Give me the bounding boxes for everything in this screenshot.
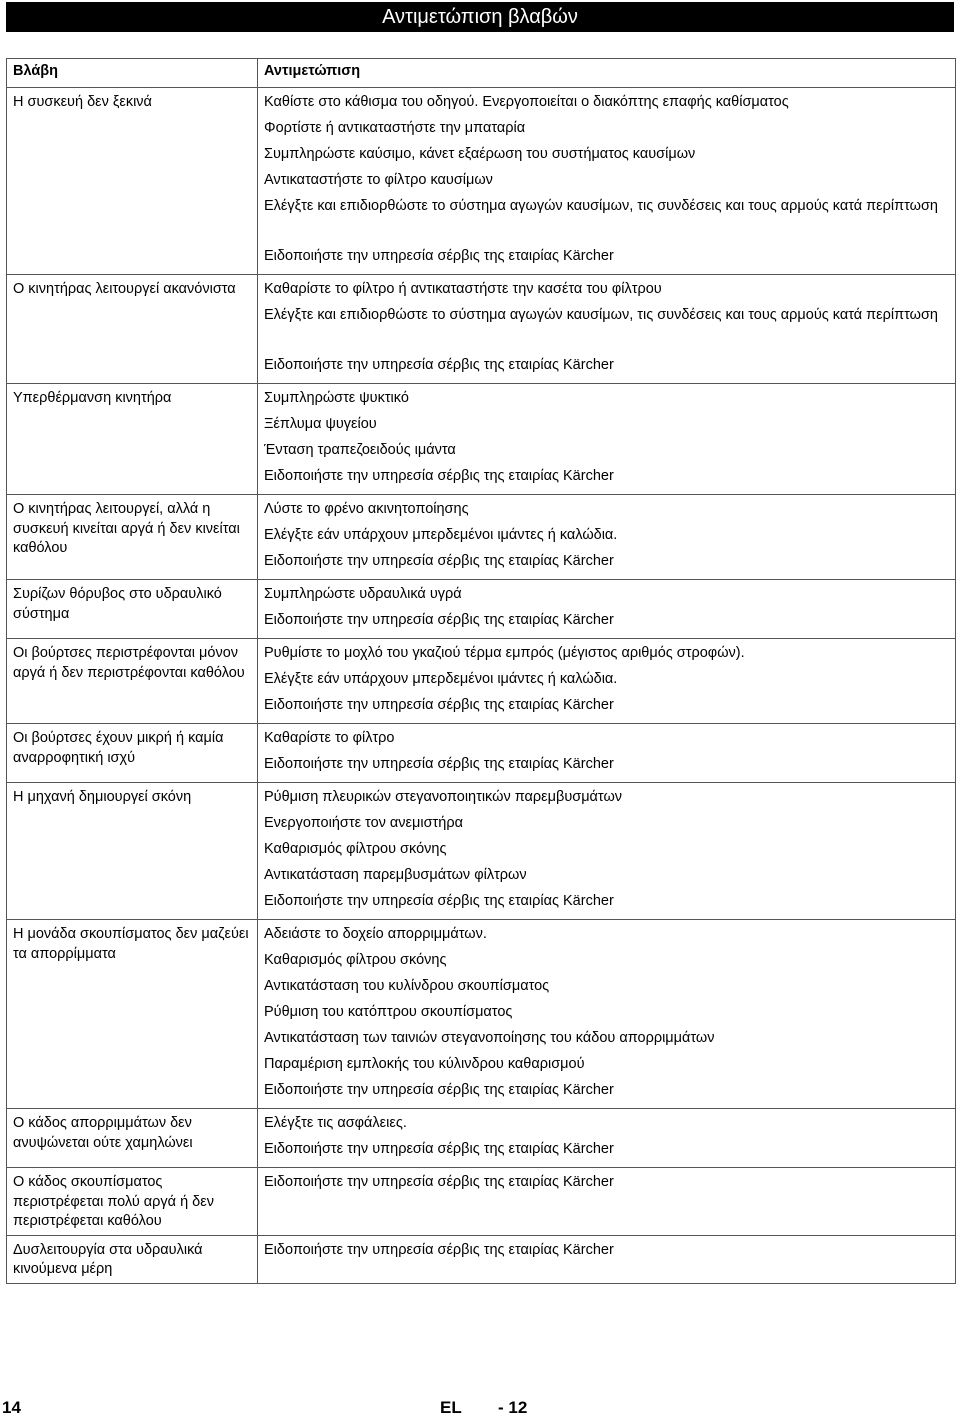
troubleshooting-table bbox=[6, 58, 956, 1284]
fault-cell bbox=[7, 783, 258, 920]
remedy-item: Ειδοποιήστε την υπηρεσία σέρβις της εταιρίας Kärcher bbox=[264, 1174, 614, 1190]
remedy-item: Ελέγξτε και επιδιορθώστε το σύστημα αγωγών καυσίμων, τις συνδέσεις και τους αρμούς κατά περίπτωση bbox=[264, 307, 938, 323]
footer-language: EL bbox=[440, 1398, 462, 1417]
fault-text: Η συσκευή δεν ξεκινά bbox=[13, 94, 152, 110]
fault-text: Ο κινητήρας λειτουργεί, αλλά η συσκευή κινείται αργά ή δεν κινείται καθόλου bbox=[13, 501, 240, 556]
remedy-cell bbox=[258, 639, 956, 724]
table-row bbox=[7, 275, 956, 384]
remedy-item: Ένταση τραπεζοειδούς ιμάντα bbox=[264, 442, 456, 458]
header-remedy: Αντιμετώπιση bbox=[258, 59, 956, 88]
remedy-item: Αντικατάσταση των ταινιών στεγανοποίησης του κάδου απορριμμάτων bbox=[264, 1030, 715, 1046]
page-title: Αντιμετώπιση βλαβών bbox=[6, 2, 954, 32]
fault-cell bbox=[7, 920, 258, 1109]
fault-text: Υπερθέρμανση κινητήρα bbox=[13, 390, 172, 406]
remedy-item: Καθαρίστε το φίλτρο ή αντικαταστήστε την κασέτα του φίλτρου bbox=[264, 281, 662, 297]
table-row bbox=[7, 724, 956, 783]
fault-text: Συρίζων θόρυβος στο υδραυλικό σύστημα bbox=[13, 586, 222, 622]
footer-section-page: - 12 bbox=[498, 1398, 528, 1417]
remedy-cell bbox=[258, 384, 956, 495]
remedy-item: Ρύθμιση πλευρικών στεγανοποιητικών παρεμβυσμάτων bbox=[264, 789, 623, 805]
remedy-item: Ελέγξτε τις ασφάλειες. bbox=[264, 1115, 407, 1131]
footer-page-number: 14 bbox=[2, 1398, 21, 1417]
remedy-item: Συμπληρώστε καύσιμο, κάνετ εξαέρωση του συστήματος καυσίμων bbox=[264, 146, 696, 162]
fault-cell bbox=[7, 275, 258, 384]
remedy-cell bbox=[258, 1109, 956, 1168]
remedy-cell bbox=[258, 580, 956, 639]
table-row bbox=[7, 88, 956, 275]
fault-cell bbox=[7, 1168, 258, 1236]
remedy-cell bbox=[258, 88, 956, 275]
table-row bbox=[7, 580, 956, 639]
remedy-item: Αντικατάσταση του κυλίνδρου σκουπίσματος bbox=[264, 978, 550, 994]
fault-cell bbox=[7, 384, 258, 495]
remedy-item: Καθαρισμός φίλτρου σκόνης bbox=[264, 952, 447, 968]
fault-cell bbox=[7, 1109, 258, 1168]
remedy-item: Καθαρίστε το φίλτρο bbox=[264, 730, 395, 746]
table-row bbox=[7, 1235, 956, 1283]
remedy-item: Παραμέριση εμπλοκής του κύλινδρου καθαρισμού bbox=[264, 1056, 585, 1072]
remedy-cell bbox=[258, 724, 956, 783]
header-fault: Βλάβη bbox=[7, 59, 258, 88]
table-row bbox=[7, 783, 956, 920]
remedy-item: Ειδοποιήστε την υπηρεσία σέρβις της εταιρίας Kärcher bbox=[264, 612, 614, 628]
remedy-cell bbox=[258, 1168, 956, 1236]
remedy-item: Ρυθμίστε το μοχλό του γκαζιού τέρμα εμπρός (μέγιστος αριθμός στροφών). bbox=[264, 645, 745, 661]
remedy-item: Καθαρισμός φίλτρου σκόνης bbox=[264, 841, 447, 857]
remedy-item: Ειδοποιήστε την υπηρεσία σέρβις της εταιρίας Kärcher bbox=[264, 1082, 614, 1098]
fault-text: Ο κάδος απορριμμάτων δεν ανυψώνεται ούτε χαμηλώνει bbox=[13, 1115, 193, 1151]
remedy-cell bbox=[258, 783, 956, 920]
remedy-item: Ενεργοποιήστε τον ανεμιστήρα bbox=[264, 815, 463, 831]
fault-text: Η μονάδα σκουπίσματος δεν μαζεύει τα απορρίμματα bbox=[13, 926, 249, 962]
remedy-item: Συμπληρώστε ψυκτικό bbox=[264, 390, 409, 406]
remedy-item: Αντικατάσταση παρεμβυσμάτων φίλτρων bbox=[264, 867, 527, 883]
fault-cell bbox=[7, 1235, 258, 1283]
fault-text: Οι βούρτσες περιστρέφονται μόνον αργά ή δεν περιστρέφονται καθόλου bbox=[13, 645, 245, 681]
remedy-item: Ειδοποιήστε την υπηρεσία σέρβις της εταιρίας Kärcher bbox=[264, 248, 614, 264]
remedy-item: Ειδοποιήστε την υπηρεσία σέρβις της εταιρίας Kärcher bbox=[264, 1141, 614, 1157]
fault-text: Οι βούρτσες έχουν μικρή ή καμία αναρροφητική ισχύ bbox=[13, 730, 224, 766]
remedy-cell bbox=[258, 920, 956, 1109]
fault-text: Ο κάδος σκουπίσματος περιστρέφεται πολύ αργά ή δεν περιστρέφεται καθόλου bbox=[13, 1174, 214, 1229]
remedy-cell bbox=[258, 1235, 956, 1283]
fault-cell bbox=[7, 639, 258, 724]
remedy-item: Ξέπλυμα ψυγείου bbox=[264, 416, 377, 432]
fault-cell bbox=[7, 495, 258, 580]
fault-cell bbox=[7, 88, 258, 275]
remedy-item: Ειδοποιήστε την υπηρεσία σέρβις της εταιρίας Kärcher bbox=[264, 697, 614, 713]
remedy-cell bbox=[258, 275, 956, 384]
table-row bbox=[7, 639, 956, 724]
remedy-item: Ειδοποιήστε την υπηρεσία σέρβις της εταιρίας Kärcher bbox=[264, 468, 614, 484]
remedy-item: Ειδοποιήστε την υπηρεσία σέρβις της εταιρίας Kärcher bbox=[264, 1241, 614, 1258]
remedy-item: Αντικαταστήστε το φίλτρο καυσίμων bbox=[264, 172, 493, 188]
remedy-item: Ελέγξτε εάν υπάρχουν μπερδεμένοι ιμάντες ή καλώδια. bbox=[264, 671, 618, 687]
remedy-item: Καθίστε στο κάθισμα του οδηγού. Ενεργοποιείται ο διακόπτης επαφής καθίσματος bbox=[264, 94, 789, 110]
table-row bbox=[7, 384, 956, 495]
fault-cell bbox=[7, 724, 258, 783]
table-row bbox=[7, 1168, 956, 1236]
remedy-item: Ρύθμιση του κατόπτρου σκουπίσματος bbox=[264, 1004, 513, 1020]
table-row bbox=[7, 920, 956, 1109]
fault-cell bbox=[7, 580, 258, 639]
remedy-item: Ελέγξτε εάν υπάρχουν μπερδεμένοι ιμάντες ή καλώδια. bbox=[264, 527, 618, 543]
remedy-item: Φορτίστε ή αντικαταστήστε την μπαταρία bbox=[264, 120, 526, 136]
remedy-item: Ειδοποιήστε την υπηρεσία σέρβις της εταιρίας Kärcher bbox=[264, 893, 614, 909]
remedy-item: Λύστε το φρένο ακινητοποίησης bbox=[264, 501, 469, 517]
remedy-item: Συμπληρώστε υδραυλικά υγρά bbox=[264, 586, 462, 602]
remedy-cell bbox=[258, 495, 956, 580]
remedy-item: Αδειάστε το δοχείο απορριμμάτων. bbox=[264, 926, 487, 942]
fault-text: Δυσλειτουργία στα υδραυλικά κινούμενα μέρη bbox=[13, 1241, 203, 1277]
fault-text: Η μηχανή δημιουργεί σκόνη bbox=[13, 789, 192, 805]
table-header-row bbox=[7, 59, 956, 88]
fault-text: Ο κινητήρας λειτουργεί ακανόνιστα bbox=[13, 281, 236, 297]
remedy-item: Ειδοποιήστε την υπηρεσία σέρβις της εταιρίας Kärcher bbox=[264, 553, 614, 569]
remedy-item: Ειδοποιήστε την υπηρεσία σέρβις της εταιρίας Kärcher bbox=[264, 756, 614, 772]
remedy-item: Ελέγξτε και επιδιορθώστε το σύστημα αγωγών καυσίμων, τις συνδέσεις και τους αρμούς κατά περίπτωση bbox=[264, 198, 938, 214]
table-row bbox=[7, 495, 956, 580]
table-row bbox=[7, 1109, 956, 1168]
remedy-item: Ειδοποιήστε την υπηρεσία σέρβις της εταιρίας Kärcher bbox=[264, 357, 614, 373]
